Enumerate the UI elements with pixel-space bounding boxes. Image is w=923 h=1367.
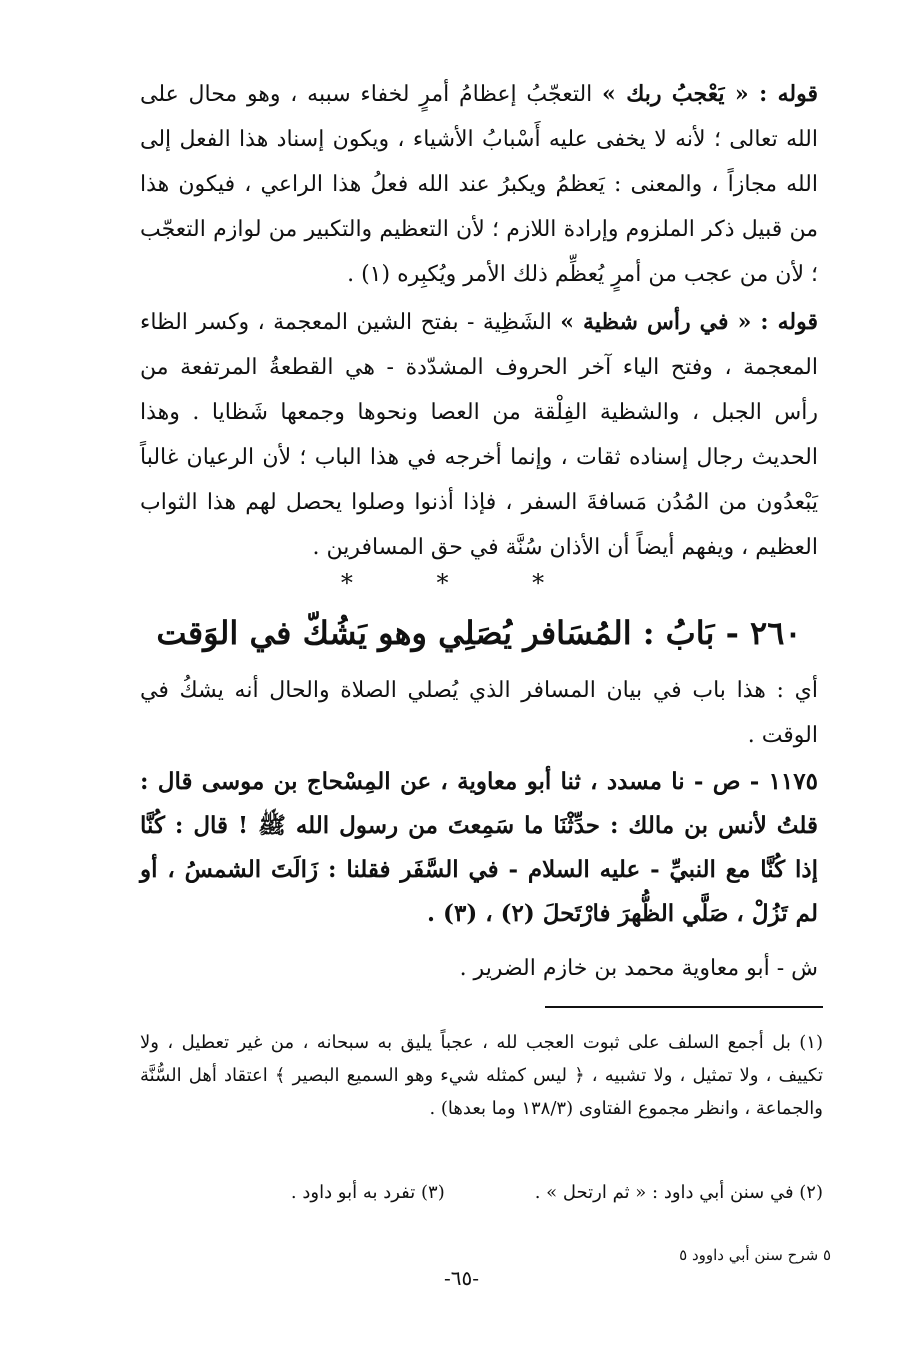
sharh-text: ش - أبو معاوية محمد بن خازم الضرير .	[459, 956, 818, 981]
footnote-2: (٢) في سنن أبي داود : « ثم ارتحل » .	[534, 1182, 823, 1203]
paragraph-lead: قوله : « في رأس شظية »	[560, 309, 818, 335]
footnote-1: (١) بل أجمع السلف على ثبوت العجب لله ، عجباً يليق به سبحانه ، من غير تعطيل ، ولا تكييف ، ولا تمثيل ، ولا تشبيه ، ﴿ ليس كمثله شيء وهو السميع البصير ﴾ اعتقاد أهل السُّنَّة والجماعة ، وانظر مجموع الفتاوى (١٣٨/٣ وما بعدها) .	[140, 1032, 823, 1119]
page-number: -٦٥-	[443, 1266, 479, 1290]
footnote-3: (٣) تفرد به أبو داود .	[290, 1182, 445, 1203]
chapter-explanation-text: أي : هذا باب في بيان المسافر الذي يُصلي الصلاة والحال أنه يشكُ في الوقت .	[140, 678, 818, 748]
paragraph-ta'ajjub	[140, 72, 818, 297]
paragraph-body: التعجّبُ إعظامُ أمرٍ لخفاء سببه ، وهو محال على الله تعالى ؛ لأنه لا يخفى عليه أَسْبابُ الأشياء ، ويكون إسناد هذا الفعل إلى الله مجازاً ، والمعنى : يَعظمُ ويكبرُ عند الله فعلُ هذا الراعي ، فيكون هذا من قبيل ذكر الملزوم وإرادة اللازم ؛ لأن التعظيم والتكبير من لوازم التعجّب ؛ لأن من عجب من أمرٍ يُعظِّم ذلك الأمر ويُكبِره (١) .	[140, 82, 818, 287]
paragraph-body: الشَظِية - بفتح الشين المعجمة ، وكسر الظاء المعجمة ، وفتح الياء آخر الحروف المشدّدة - هي القطعةُ المرتفعة من رأس الجبل ، والشظية الفِلْقة من العصا ونحوها وجمعها شَظايا . وهذا الحديث رجال إسناده ثقات ، وإنما أخرجه في هذا الباب ؛ لأن الرعيان غالباً يَبْعدُون من المُدُن مَسافةَ السفر ، فإذا أذنوا وصلوا يحصل لهم هذا الثواب العظيم ، ويفهم أيضاً أن الأذان سُنَّة في حق المسافرين .	[140, 310, 818, 560]
footnote-divider	[545, 1006, 823, 1008]
hadith-body: ١١٧٥ - ص - نا مسدد ، ثنا أبو معاوية ، عن المِسْحاج بن موسى قال : قلتُ لأنس بن مالك : حدِّثْنَا ما سَمِعتَ من رسول الله ﷺ ! قال : كُنَّا إذا كُنَّا مع النبيِّ - عليه السلام - في السَّفَر فقلنا : زَالَتَ الشمسُ ، أو لم تَزُلْ ، صَلَّي الظُّهرَ فارْتَحلَ (٢) ، (٣) .	[140, 768, 818, 927]
sharh-paragraph	[140, 946, 818, 991]
paragraph-shazziya	[140, 300, 818, 570]
chapter-title: ٢٦٠ - بَابُ : المُسَافر يُصَلِي وهو يَشُكّ في الوَقت	[156, 614, 802, 652]
running-footer: ٥ شرح سنن أبي داوود ٥	[679, 1246, 831, 1264]
hadith-text	[140, 760, 818, 936]
paragraph-lead: قوله : « يَعْجبُ ربك »	[602, 81, 818, 107]
footnote-row	[140, 1176, 823, 1209]
section-separator: * * *	[340, 569, 583, 597]
chapter-explanation	[140, 668, 818, 758]
